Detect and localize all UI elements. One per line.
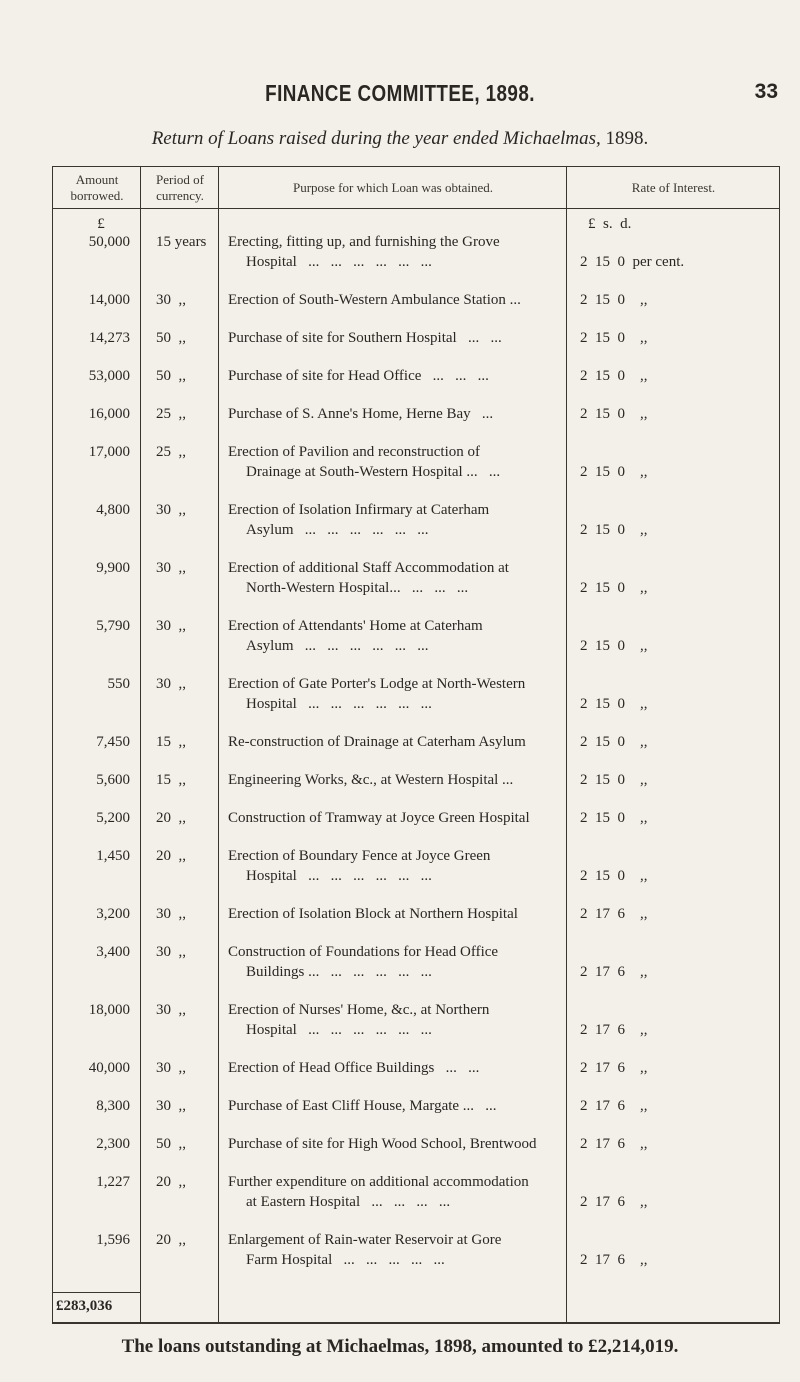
row-amount: 5,200	[96, 810, 130, 826]
row-purpose: Purchase of site for Head Office ... ... ...	[228, 368, 489, 384]
row-rate: 2 15 0 per cent.	[580, 254, 685, 270]
column-header-rate: Rate of Interest.	[631, 180, 716, 195]
row-period: 25 ,,	[156, 444, 186, 460]
row-purpose: Purchase of site for Southern Hospital ... ...	[228, 330, 502, 346]
row-purpose: Erection of South-Western Ambulance Station ...	[228, 292, 521, 308]
row-amount: 40,000	[88, 1060, 130, 1076]
row-amount: 50,000	[88, 234, 130, 250]
row-rate: 2 17 6 ,,	[580, 1252, 648, 1268]
row-purpose: Erection of Gate Porter's Lodge at North-Western	[228, 676, 526, 692]
row-period: 30 ,,	[156, 906, 186, 922]
row-purpose: Erection of Pavilion and reconstruction of	[228, 444, 481, 460]
table-top-rule	[52, 166, 780, 167]
row-rate: 2 15 0 ,,	[580, 406, 648, 422]
row-purpose-continued: Asylum ... ... ... ... ... ...	[246, 522, 429, 538]
loans-table	[52, 166, 780, 1324]
row-purpose: Further expenditure on additional accommodation	[228, 1174, 529, 1190]
row-period: 30 ,,	[156, 1002, 186, 1018]
row-amount: 17,000	[88, 444, 130, 460]
row-period: 50 ,,	[156, 1136, 186, 1152]
caption-year: 1898.	[605, 128, 649, 149]
row-purpose-continued: Hospital ... ... ... ... ... ...	[246, 1022, 432, 1038]
row-period: 50 ,,	[156, 368, 186, 384]
row-amount: 8,300	[96, 1098, 130, 1114]
row-amount: 16,000	[88, 406, 130, 422]
row-rate: 2 15 0 ,,	[580, 772, 648, 788]
table-right-rule	[779, 166, 780, 1324]
row-period: 30 ,,	[156, 618, 186, 634]
row-rate: 2 15 0 ,,	[580, 810, 648, 826]
row-amount: 9,900	[96, 560, 130, 576]
total-amount: £283,036	[56, 1298, 113, 1314]
row-amount: 550	[107, 676, 130, 692]
row-period: 30 ,,	[156, 1060, 186, 1076]
row-purpose-continued: Farm Hospital ... ... ... ... ...	[246, 1252, 445, 1268]
row-purpose-continued: Drainage at South-Western Hospital ... ...	[246, 464, 501, 480]
row-rate: 2 15 0 ,,	[580, 638, 648, 654]
row-purpose: Re-construction of Drainage at Caterham Asylum	[228, 734, 526, 750]
row-rate: 2 17 6 ,,	[580, 1022, 648, 1038]
row-period: 15 ,,	[156, 772, 186, 788]
row-rate: 2 17 6 ,,	[580, 1098, 648, 1114]
row-rate: 2 17 6 ,,	[580, 1136, 648, 1152]
amount-column-rule	[140, 166, 141, 1324]
row-purpose-continued: North-Western Hospital... ... ... ...	[246, 580, 469, 596]
row-amount: 1,450	[96, 848, 130, 864]
row-purpose: Erection of Head Office Buildings ... ...	[228, 1060, 480, 1076]
row-period: 20 ,,	[156, 1232, 186, 1248]
row-amount: 14,000	[88, 292, 130, 308]
row-purpose: Enlargement of Rain-water Reservoir at Gore	[228, 1232, 502, 1248]
row-purpose: Erecting, fitting up, and furnishing the Grove	[228, 234, 500, 250]
footer-note: The loans outstanding at Michaelmas, 1898, amounted to £2,214,019.	[121, 1336, 679, 1357]
row-purpose: Erection of Nurses' Home, &c., at Northern	[228, 1002, 490, 1018]
row-purpose-continued: Asylum ... ... ... ... ... ...	[246, 638, 429, 654]
caption-text: Return of Loans raised during the year ended Michaelmas,	[151, 128, 601, 149]
row-period: 20 ,,	[156, 810, 186, 826]
row-purpose-continued: Hospital ... ... ... ... ... ...	[246, 696, 432, 712]
row-period: 20 ,,	[156, 848, 186, 864]
page-title: FINANCE COMMITTEE, 1898.	[265, 80, 535, 106]
row-period: 20 ,,	[156, 1174, 186, 1190]
row-amount: 14,273	[88, 330, 130, 346]
row-purpose: Erection of Boundary Fence at Joyce Green	[228, 848, 491, 864]
row-rate: 2 15 0 ,,	[580, 696, 648, 712]
row-rate: 2 15 0 ,,	[580, 292, 648, 308]
row-period: 30 ,,	[156, 676, 186, 692]
column-header-purpose: Purpose for which Loan was obtained.	[292, 180, 493, 195]
row-amount: 53,000	[88, 368, 130, 384]
row-amount: 3,200	[96, 906, 130, 922]
purpose-column-rule	[566, 166, 567, 1324]
row-rate: 2 15 0 ,,	[580, 330, 648, 346]
row-period: 15 ,,	[156, 734, 186, 750]
table-caption	[0, 128, 800, 150]
row-purpose-continued: Hospital ... ... ... ... ... ...	[246, 868, 432, 884]
row-amount: 2,300	[96, 1136, 130, 1152]
row-amount: 4,800	[96, 502, 130, 518]
header-rule	[52, 208, 780, 209]
column-header-amount: Amount borrowed.	[70, 172, 124, 203]
row-period: 30 ,,	[156, 502, 186, 518]
rate-unit-label: £ s. d.	[588, 216, 632, 232]
page-number: 33	[754, 80, 778, 103]
row-purpose-continued: Hospital ... ... ... ... ... ...	[246, 254, 432, 270]
row-rate: 2 15 0 ,,	[580, 522, 648, 538]
row-purpose: Construction of Foundations for Head Office	[228, 944, 499, 960]
total-rule	[52, 1292, 140, 1293]
row-period: 25 ,,	[156, 406, 186, 422]
row-period: 30 ,,	[156, 560, 186, 576]
row-rate: 2 15 0 ,,	[580, 868, 648, 884]
row-purpose: Construction of Tramway at Joyce Green Hospital	[228, 810, 530, 826]
row-rate: 2 15 0 ,,	[580, 368, 648, 384]
row-purpose: Purchase of S. Anne's Home, Herne Bay ...	[228, 406, 494, 422]
row-amount: 1,227	[96, 1174, 130, 1190]
row-amount: 18,000	[88, 1002, 130, 1018]
row-rate: 2 17 6 ,,	[580, 964, 648, 980]
row-amount: 5,600	[96, 772, 130, 788]
row-purpose: Engineering Works, &c., at Western Hospital ...	[228, 772, 514, 788]
row-period: 30 ,,	[156, 944, 186, 960]
row-rate: 2 17 6 ,,	[580, 1194, 648, 1210]
row-rate: 2 15 0 ,,	[580, 464, 648, 480]
row-period: 30 ,,	[156, 1098, 186, 1114]
row-purpose: Erection of Isolation Block at Northern Hospital	[228, 906, 518, 922]
row-purpose: Erection of additional Staff Accommodation at	[228, 560, 509, 576]
row-period: 50 ,,	[156, 330, 186, 346]
row-rate: 2 17 6 ,,	[580, 906, 648, 922]
column-header-period: Period of currency.	[155, 172, 205, 203]
row-rate: 2 15 0 ,,	[580, 734, 648, 750]
row-period: 30 ,,	[156, 292, 186, 308]
row-purpose: Erection of Attendants' Home at Caterham	[228, 618, 483, 634]
row-purpose-continued: Buildings ... ... ... ... ... ...	[246, 964, 432, 980]
row-amount: 1,596	[96, 1232, 130, 1248]
row-rate: 2 15 0 ,,	[580, 580, 648, 596]
row-purpose: Purchase of site for High Wood School, Brentwood	[228, 1136, 537, 1152]
row-period: 15 years	[156, 234, 207, 250]
row-purpose: Erection of Isolation Infirmary at Caterham	[228, 502, 490, 518]
period-column-rule	[218, 166, 219, 1324]
row-purpose: Purchase of East Cliff House, Margate ... ...	[228, 1098, 497, 1114]
row-purpose-continued: at Eastern Hospital ... ... ... ...	[246, 1194, 451, 1210]
amount-unit-label: £	[97, 216, 105, 232]
row-amount: 3,400	[96, 944, 130, 960]
table-bottom-rule	[52, 1322, 780, 1324]
row-rate: 2 17 6 ,,	[580, 1060, 648, 1076]
row-amount: 7,450	[96, 734, 130, 750]
row-amount: 5,790	[96, 618, 130, 634]
